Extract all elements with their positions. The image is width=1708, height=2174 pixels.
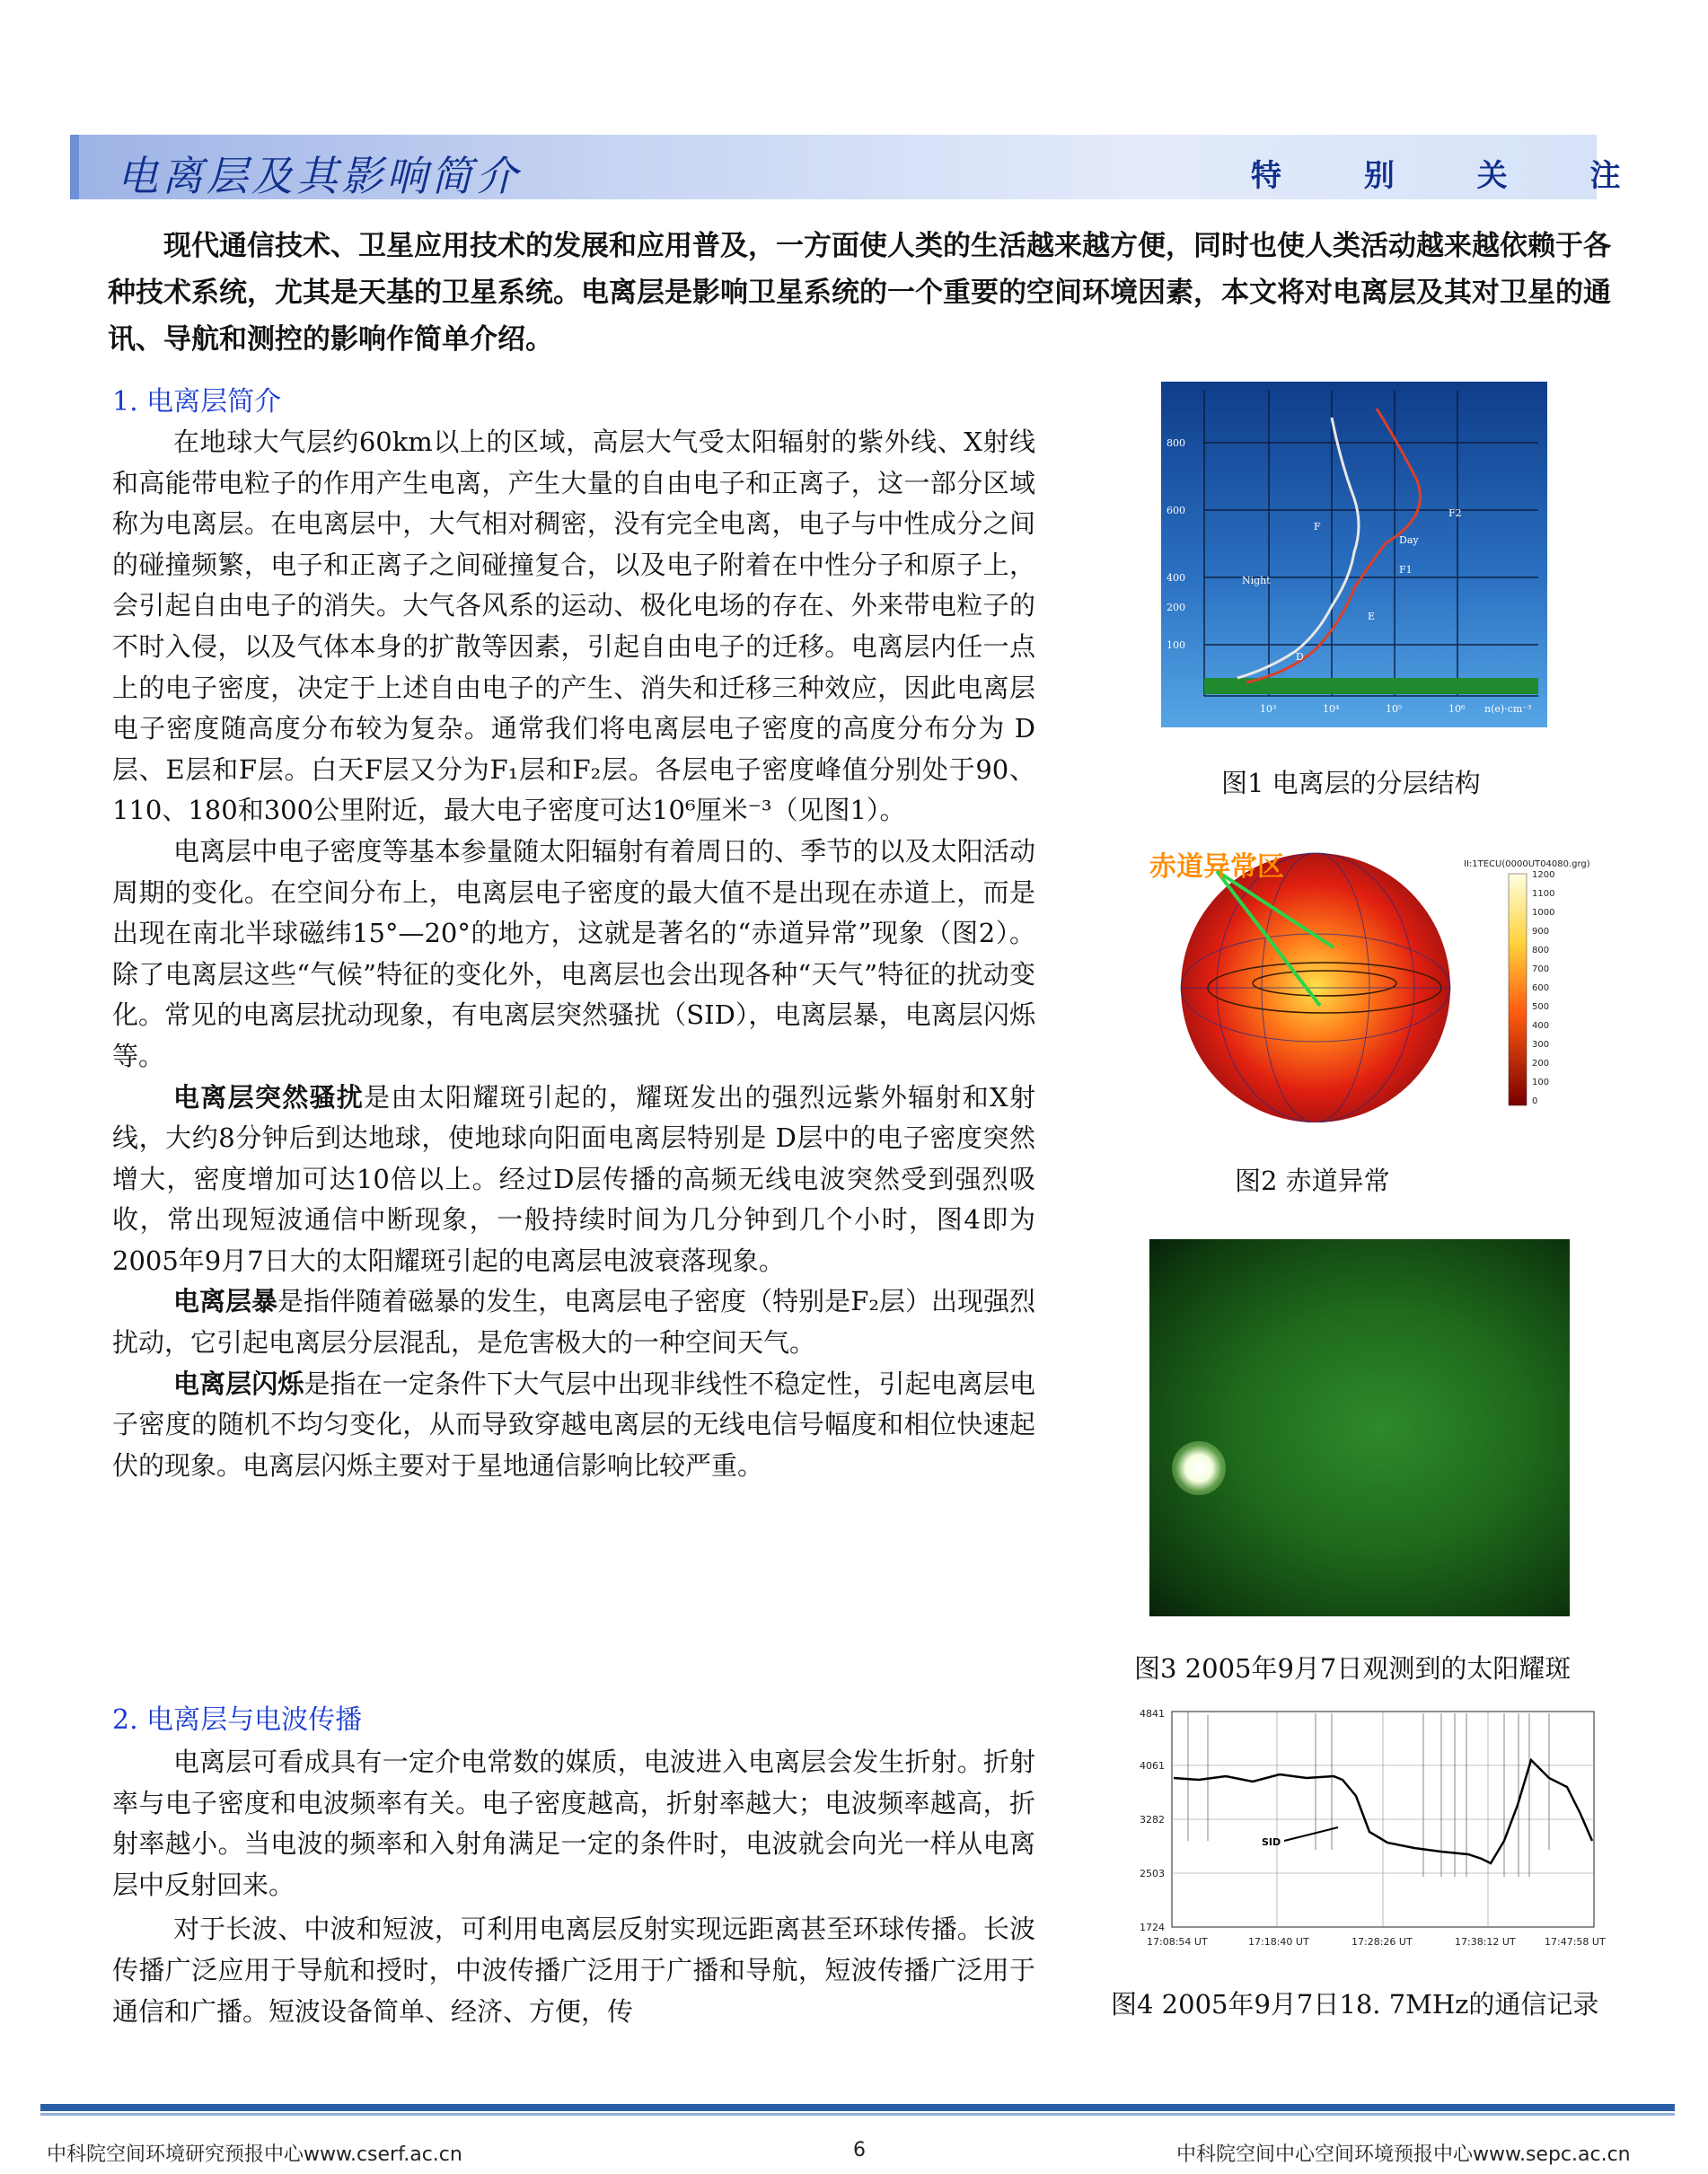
layer-label: F2 bbox=[1448, 507, 1462, 519]
layer-label: E bbox=[1368, 611, 1376, 622]
figure-4-signal-record bbox=[1127, 1706, 1612, 1953]
x-axis-unit: n(e)·cm⁻³ bbox=[1484, 703, 1532, 715]
y-tick: 200 bbox=[1167, 602, 1185, 613]
y-tick: 800 bbox=[1167, 437, 1185, 449]
x-tick: 10⁶ bbox=[1448, 703, 1466, 715]
x-tick: 17:38:12 UT bbox=[1455, 1936, 1516, 1948]
colorbar-tick: 700 bbox=[1532, 964, 1550, 974]
sid-marker: SID bbox=[1262, 1836, 1281, 1848]
colorbar-tick: 1000 bbox=[1532, 908, 1555, 918]
figure-3-solar-flare-image bbox=[1149, 1239, 1570, 1616]
footer-divider bbox=[40, 2104, 1675, 2111]
footer-divider-thin bbox=[40, 2113, 1675, 2116]
layer-label: F bbox=[1314, 521, 1321, 532]
figure-1-ionosphere-profile bbox=[1161, 382, 1547, 727]
paragraph bbox=[112, 1364, 1035, 1487]
paragraph: 对于长波、中波和短波，可利用电离层反射实现远距离甚至环球传播。长波传播广泛应用于导航和授时，中波传播广泛用于广播和导航，短波传播广泛用于通信和广播。短波设备简单、经济、方便，传 bbox=[112, 1914, 1035, 2027]
x-tick: 17:47:58 UT bbox=[1545, 1936, 1606, 1948]
x-tick: 17:18:40 UT bbox=[1248, 1936, 1309, 1948]
colorbar-tick: 400 bbox=[1532, 1021, 1550, 1031]
x-tick: 10³ bbox=[1260, 703, 1277, 715]
layer-label: Day bbox=[1399, 534, 1419, 546]
colorbar-tick: 200 bbox=[1532, 1059, 1550, 1069]
page-number: 6 bbox=[853, 2139, 866, 2161]
colorbar-title: II:1TECU(0000UT04080.grg) bbox=[1464, 859, 1590, 869]
colorbar-tick: 0 bbox=[1532, 1096, 1538, 1106]
colorbar-tick: 600 bbox=[1532, 983, 1550, 993]
section-tag: 特 别 关 注 bbox=[1251, 158, 1657, 194]
colorbar-tick: 300 bbox=[1532, 1040, 1550, 1050]
footer-right-link[interactable]: 中科院空间中心空间环境预报中心www.sepc.ac.cn bbox=[1176, 2143, 1631, 2166]
sun-glow bbox=[1172, 1441, 1226, 1495]
y-tick: 4841 bbox=[1140, 1708, 1165, 1720]
figure-3-caption: 图3 2005年9月7日观测到的太阳耀斑 bbox=[1134, 1653, 1572, 1684]
paragraph bbox=[112, 1281, 1035, 1363]
term: 电离层突然骚扰 bbox=[173, 1081, 365, 1113]
y-tick: 3282 bbox=[1140, 1814, 1165, 1826]
layer-label: D bbox=[1296, 651, 1304, 663]
paragraph-text: 是由太阳耀斑引起的，耀斑发出的强烈远紫外辐射和X射线，大约8分钟后到达地球，使地球向阳面电离层特别是 D层中的电子密度突然增大，密度增加可达10倍以上。经过D层传播的高频无线电波突然受到强烈吸收，常出现短波通信中断现象，一般持续时间为几分钟到几个小时，图4即为2005年9月7日大的太阳耀斑引起的电离层电波衰落现象。 bbox=[112, 1081, 1035, 1276]
colorbar-tick: 1200 bbox=[1532, 870, 1555, 880]
colorbar-tick: 100 bbox=[1532, 1078, 1550, 1087]
paragraph bbox=[112, 1078, 1035, 1282]
figure-1-caption: 图1 电离层的分层结构 bbox=[1221, 768, 1481, 798]
section-1-heading: 1. 电离层简介 bbox=[112, 386, 282, 418]
annotation-label: 赤道异常区 bbox=[1149, 851, 1284, 883]
paragraph-text: 是指伴随着磁暴的发生，电离层电子密度（特别是F₂层）出现强烈扰动，它引起电离层分层混乱，是危害极大的一种空间天气。 bbox=[112, 1286, 1035, 1359]
section-1-body bbox=[112, 422, 1035, 1486]
footer-left-link[interactable]: 中科院空间环境研究预报中心www.cserf.ac.cn bbox=[47, 2143, 462, 2166]
paragraph: 电离层中电子密度等基本参量随太阳辐射有着周日的、季节的以及太阳活动周期的变化。在空间分布上，电离层电子密度的最大值不是出现在赤道上，而是出现在南北半球磁纬15°—20°的地方，这就是著名的“赤道异常”现象（图2）。除了电离层这些“气候”特征的变化外，电离层也会出现各种“天气”特征的扰动变化。常见的电离层扰动现象，有电离层突然骚扰（SID），电离层暴，电离层闪烁等。 bbox=[112, 835, 1035, 1071]
x-tick: 10⁴ bbox=[1323, 703, 1340, 715]
x-tick: 10⁵ bbox=[1386, 703, 1403, 715]
colorbar-tick: 1100 bbox=[1532, 889, 1555, 899]
section-2-heading: 2. 电离层与电波传播 bbox=[112, 1704, 363, 1736]
y-tick: 100 bbox=[1167, 639, 1185, 651]
y-tick: 400 bbox=[1167, 572, 1185, 584]
section-2-body bbox=[112, 1742, 1035, 2032]
colorbar-tick: 500 bbox=[1532, 1002, 1550, 1012]
paragraph: 电离层可看成具有一定介电常数的媒质，电波进入电离层会发生折射。折射率与电子密度和电波频率有关。电子密度越高，折射率越大；电波频率越高，折射率越小。当电波的频率和入射角满足一定的条件时，电波就会向光一样从电离层中反射回来。 bbox=[112, 1747, 1035, 1900]
term: 电离层闪烁 bbox=[173, 1368, 304, 1399]
paragraph-text: 是指在一定条件下大气层中出现非线性不稳定性，引起电离层电子密度的随机不均匀变化，从而导致穿越电离层的无线电信号幅度和相位快速起伏的现象。电离层闪烁主要对于星地通信影响比较严重。 bbox=[112, 1368, 1035, 1481]
y-tick: 1724 bbox=[1140, 1922, 1165, 1933]
y-tick: 4061 bbox=[1140, 1760, 1165, 1772]
intro-paragraph: 现代通信技术、卫星应用技术的发展和应用普及，一方面使人类的生活越来越方便，同时也使人类活动越来越依赖于各种技术系统，尤其是天基的卫星系统。电离层是影响卫星系统的一个重要的空间环境因素，本文将对电离层及其对卫星的通讯、导航和测控的影响作简单介绍。 bbox=[108, 230, 1611, 356]
colorbar-tick: 800 bbox=[1532, 946, 1550, 955]
paragraph: 在地球大气层约60km以上的区域，高层大气受太阳辐射的紫外线、X射线和高能带电粒子的作用产生电离，产生大量的自由电子和正离子，这一部分区域称为电离层。在电离层中，大气相对稠密，没有完全电离，电子与中性成分之间的碰撞频繁，电子和正离子之间碰撞复合，以及电子附着在中性分子和原子上，会引起自由电子的消失。大气各风系的运动、极化电场的存在、外来带电粒子的不时入侵，以及气体本身的扩散等因素，引起自由电子的迁移。电离层内任一点上的电子密度，决定于上述自由电子的产生、消失和迁移三种效应，因此电离层电子密度随高度分布较为复杂。通常我们将电离层电子密度的高度分布分为 D层、E层和F层。白天F层又分为F₁层和F₂层。各层电子密度峰值分别处于90、110、180和300公里附近，最大电子密度可达10⁶厘米⁻³（见图1）。 bbox=[112, 427, 1035, 826]
figure-2-caption: 图2 赤道异常 bbox=[1235, 1166, 1390, 1196]
layer-label: F1 bbox=[1399, 564, 1413, 576]
x-tick: 17:08:54 UT bbox=[1147, 1936, 1208, 1948]
figure-2-equatorial-anomaly bbox=[1131, 849, 1616, 1122]
colorbar-tick: 900 bbox=[1532, 927, 1550, 937]
layer-label: Night bbox=[1242, 575, 1271, 586]
y-tick: 2503 bbox=[1140, 1868, 1165, 1879]
page-title: 电离层及其影响简介 bbox=[117, 152, 521, 200]
figure-4-caption: 图4 2005年9月7日18. 7MHz的通信记录 bbox=[1111, 1989, 1599, 2020]
y-tick: 600 bbox=[1167, 505, 1185, 516]
x-tick: 17:28:26 UT bbox=[1351, 1936, 1413, 1948]
term: 电离层暴 bbox=[173, 1286, 278, 1317]
